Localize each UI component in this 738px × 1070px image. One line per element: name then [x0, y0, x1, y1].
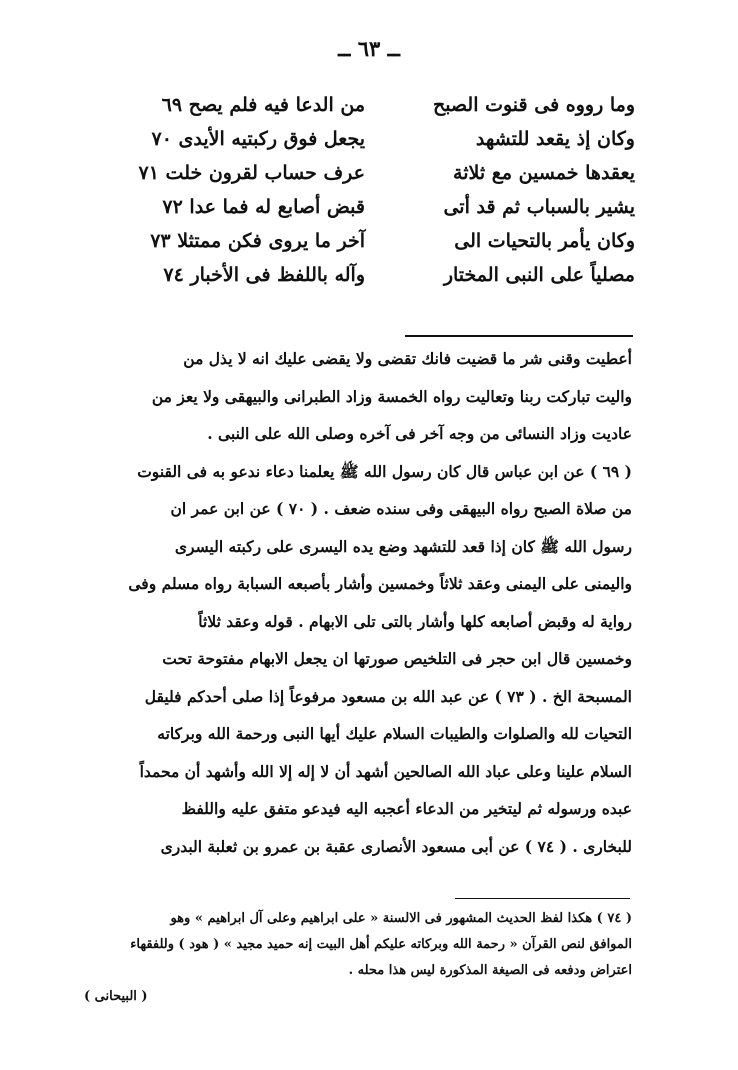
commentary-line: ( ٦٩ ) عن ابن عباس قال كان رسول الله ﷺ يعلمنا دعاء ندعو به فى القنوت	[137, 461, 632, 481]
commentary-line: السلام علينا وعلى عباد الله الصالحين أشهد أن لا إله إلا الله وأشهد أن محمداً	[139, 761, 632, 781]
commentary-line: واليت تباركت ربنا وتعاليت رواه الخمسة وزاد الطبرانى والبيهقى ولا يعز من	[151, 386, 632, 406]
poem-divider	[405, 335, 633, 337]
verse	[115, 196, 635, 230]
verse-second-hemistich: يجعل فوق ركبتيه الأيدى ٧٠	[151, 128, 365, 150]
commentary-line: للبخارى . ( ٧٤ ) عن أبى مسعود الأنصارى عقبة بن عمرو بن ثعلبة البدرى	[160, 836, 632, 856]
commentary-line: المسبحة الخ . ( ٧٣ ) عن عبد الله بن مسعود مرفوعاً إذا صلى أحدكم فليقل	[144, 686, 632, 706]
commentary-line: التحيات لله والصلوات والطيبات السلام عليك أيها النبى ورحمة الله وبركاته	[157, 724, 632, 743]
commentary-line: وخمسين قال ابن حجر فى التلخيص صورتها ان يجعل الابهام مفتوحة تحت	[162, 649, 632, 668]
verse-second-hemistich: وآله باللفظ فى الأخبار ٧٤	[163, 264, 365, 286]
commentary-line: أعطيت وقنى شر ما قضيت فانك تقضى ولا يقضى عليك انه لا يذل من	[183, 349, 632, 368]
verse-first-hemistich: يعقدها خمسين مع ثلاثة	[453, 162, 635, 184]
commentary-line: من صلاة الصبح رواه البيهقى وفى سنده ضعف . ( ٧٠ ) عن ابن عمر ان	[170, 499, 632, 518]
footnote-line: الموافق لنص القرآن « رحمة الله وبركاته عليكم أهل البيت إنه حميد مجيد » ( هود ) وللفقهاء	[130, 937, 632, 952]
footnote-signature: ( البيحانى )	[84, 989, 148, 1004]
verse	[115, 264, 635, 298]
page-number: ــ ٦٣ ــ	[338, 36, 400, 61]
verse-first-hemistich: وما رووه فى قنوت الصبح	[432, 94, 635, 116]
footnote-line: اعتراض ودفعه فى الصيغة المذكورة ليس هذا محله .	[348, 963, 632, 978]
commentary-line: رواية له وقبض أصابعه كلها وأشار بالتى تلى الابهام . قوله وعقد ثلاثاً	[198, 611, 632, 631]
footnotes	[84, 906, 632, 1010]
verse-first-hemistich: وكان يأمر بالتحيات الى	[454, 230, 635, 252]
commentary-line: عاديت وزاد النسائى من وجه آخر فى آخره وصلى الله على النبى .	[207, 424, 632, 443]
verse-second-hemistich: آخر ما يروى فكن ممتثلا ٧٣	[150, 230, 365, 252]
verse	[115, 162, 635, 196]
verse-second-hemistich: من الدعا فيه فلم يصح ٦٩	[161, 94, 365, 116]
commentary-line: عبده ورسوله ثم ليتخير من الدعاء أعجبه اليه فيدعو متفق عليه واللفظ	[181, 799, 632, 818]
verse	[115, 128, 635, 162]
verse	[115, 94, 635, 128]
commentary-line: رسول الله ﷺ كان إذا قعد للتشهد وضع يده اليسرى على ركبته اليسرى	[174, 536, 632, 556]
footnote-line: ( ٧٤ ) هكذا لفظ الحديث المشهور فى الالسنة « على ابراهيم وعلى آل ابراهيم » وهو	[170, 911, 632, 926]
verse-second-hemistich: عرف حساب لقرون خلت ٧١	[138, 162, 365, 184]
verse	[115, 230, 635, 264]
verse-first-hemistich: وكان إذ يقعد للتشهد	[475, 128, 635, 150]
footnote-divider	[455, 898, 630, 899]
commentary	[84, 340, 632, 865]
verse-first-hemistich: مصلياً على النبى المختار	[443, 264, 635, 286]
verse-first-hemistich: يشير بالسباب ثم قد أتى	[443, 196, 635, 218]
verse-second-hemistich: قبض أصابع له فما عدا ٧٢	[162, 196, 365, 218]
poem	[115, 94, 635, 298]
commentary-line: واليمنى على اليمنى وعقد ثلاثاً وخمسين وأشار بأصبعه السبابة رواه مسلم وفى	[128, 574, 632, 593]
